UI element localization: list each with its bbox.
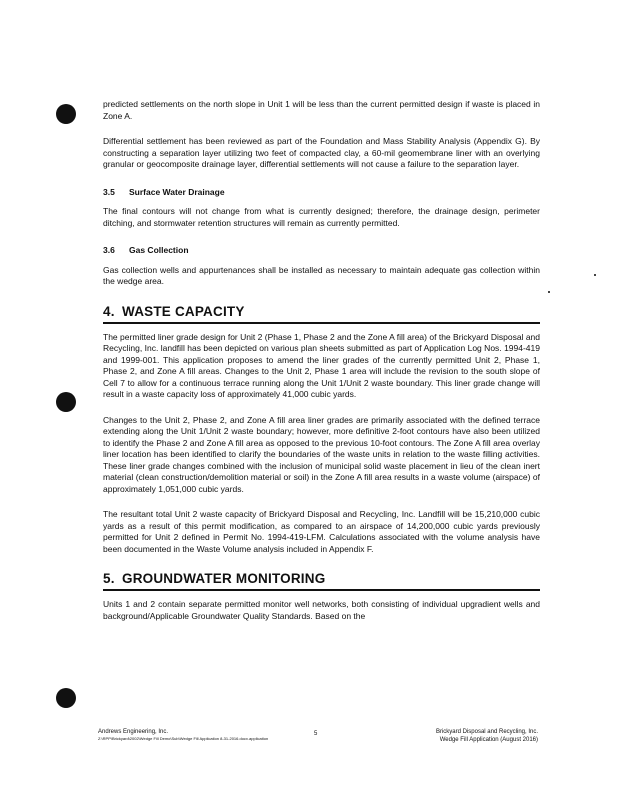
scan-speck (548, 291, 550, 293)
paragraph-drainage: The final contours will not change from what is currently designed; therefore, the drainage design, perimeter ditching, and stormwater retention structures will remain as currently permitted. (103, 206, 540, 228)
paragraph-gas-collection: Gas collection wells and appurtenances shall be installed as necessary to maintain adequate gas collection within the wedge area. (103, 264, 540, 286)
page-footer (98, 728, 538, 768)
section-heading-3-6 (103, 245, 540, 257)
section-number: 3.6 (103, 245, 115, 255)
section-title: Gas Collection (129, 245, 189, 255)
section-number: 3.5 (103, 186, 115, 197)
chapter-title: GROUNDWATER MONITORING (122, 571, 326, 586)
section-heading-3-5 (103, 187, 540, 199)
hole-punch-top (56, 104, 76, 124)
paragraph-intro: predicted settlements on the north slope in Unit 1 will be less than the current permitted design if waste is placed in Zone A. (103, 99, 540, 121)
footer-client: Brickyard Disposal and Recycling, Inc. (435, 729, 538, 735)
footer-page-number: 5 (314, 731, 318, 737)
paragraph-capacity-2: Changes to the Unit 2, Phase 2, and Zone A fill area liner grades are primarily associated with the defined terrace extending along the Unit 1/Unit 2 waste boundary; however, more definitive 2-foot contours have also been utilized to identify the Phase 2 and Zone A fill area as opposed to the previous 10-foot contours. The Zone A fill area overlay liner location has been identified to clarify the boundaries of the waste units in relation to the waste filling activities. These liner grade changes combined with the inclusion of municipal solid waste placement in lieu of the clean inert material (clean construction/demolition material or soil) in the Zone A fill area results in a waste volume (airspace) of approximately 1,051,000 cubic yards. (103, 414, 540, 494)
scan-speck (594, 274, 596, 276)
body-content (103, 99, 540, 622)
chapter-number: 4. (103, 303, 115, 319)
chapter-heading-5 (103, 571, 540, 591)
hole-punch-middle (56, 392, 76, 412)
footer-right (436, 728, 538, 744)
chapter-heading-4 (103, 304, 540, 324)
paragraph-differential-settlement: Differential settlement has been reviewed as part of the Foundation and Mass Stability Analysis (Appendix G). By constructing a separation layer utilizing two feet of compacted clay, a 60-mil geomembrane liner with an overlying granular or geocomposite drainage layer, differential settlements will not cause a failure to the separation layer. (103, 136, 540, 169)
footer-company: Andrews Engineering, Inc. (98, 729, 169, 735)
paragraph-groundwater: Units 1 and 2 contain separate permitted monitor well networks, both consisting of individual upgradient wells and background/Applicable Groundwater Quality Standards. Based on the (103, 599, 540, 621)
chapter-number: 5. (103, 571, 115, 586)
chapter-title: WASTE CAPACITY (122, 303, 245, 319)
footer-left (98, 728, 268, 742)
paragraph-capacity-3: The resultant total Unit 2 waste capacity of Brickyard Disposal and Recycling, Inc. Landfill will be 15,210,000 cubic yards as a result of this permit modification, as compared to an airspace of 14,200,000 cubic yards previously permitted for Unit 2 defined in Permit No. 1994-419-LFM. Calculations associated with the volume analysis have been documented in the Waste Volume analysis included in Appendix F. (103, 509, 540, 554)
footer-file-path: Z:\RPP\Brickyard\2002\Wedge Fill Demo\Sub\Wedge Fill Application 8-31-2016.docx.application (98, 736, 269, 741)
paragraph-capacity-1: The permitted liner grade design for Unit 2 (Phase 1, Phase 2 and the Zone A fill area) of the Brickyard Disposal and Recycling, Inc. landfill has been depicted on various plan sheets submitted as part of Application Log Nos. 1994-419 and 1999-001. This application proposes to amend the liner grades of the currently permitted Unit 2, Phase 1, Phase 2, and Zone A fill areas. Changes to the Unit 2, Phase 1 area will include the revision to the south slope of Cell 7 to allow for a continuous terrace running along the Unit 1/Unit 2 waste boundary. This liner grade change will result in a waste capacity loss of approximately 41,000 cubic yards. (103, 331, 540, 399)
section-title: Surface Water Drainage (129, 186, 225, 197)
hole-punch-bottom (56, 688, 76, 708)
footer-document-title: Wedge Fill Application (August 2016) (439, 737, 538, 743)
